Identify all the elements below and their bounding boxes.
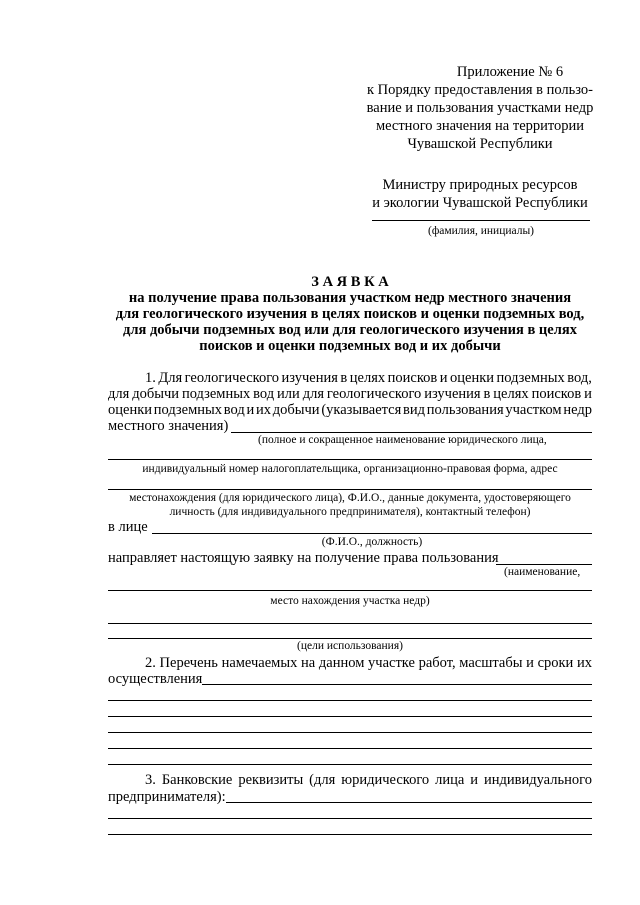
word: в	[483, 386, 491, 402]
right-name-field[interactable]	[496, 564, 592, 565]
word: участком	[505, 402, 562, 418]
word: намечаемых	[221, 655, 298, 671]
sends-request-text: направляет настоящую заявку на получение права пользования	[108, 550, 499, 566]
applicant-details-field[interactable]	[108, 459, 592, 460]
word: добычи	[132, 386, 180, 402]
word: вид	[403, 402, 426, 418]
works-field[interactable]	[108, 748, 592, 749]
section2-line	[145, 656, 592, 671]
addressee-line: Министру природных ресурсов	[382, 177, 578, 193]
word: для	[108, 386, 130, 402]
word: геологического	[184, 370, 280, 386]
word: и	[584, 386, 592, 402]
word: и	[246, 402, 255, 418]
word: реквизиты	[238, 772, 304, 788]
section3-label: предпринимателя):	[108, 789, 226, 805]
word: пользования	[426, 402, 504, 418]
bank-details-field[interactable]	[108, 818, 592, 819]
works-field[interactable]	[108, 716, 592, 717]
appendix-line: к Порядку предоставления в пользо-	[366, 82, 594, 98]
word: Банковские	[161, 772, 233, 788]
word: целях	[493, 386, 529, 402]
word: поисков	[531, 386, 582, 402]
word: изучения	[281, 370, 338, 386]
word: масштабы	[459, 655, 523, 671]
word: 1.	[145, 370, 156, 386]
word: их	[256, 402, 272, 418]
word: Для	[158, 370, 183, 386]
addressee-line: и экологии Чувашской Республики	[372, 195, 588, 211]
applicant-name-field[interactable]	[231, 432, 592, 433]
word: оценки	[450, 370, 495, 386]
section1-hint: личность (для индивидуального предпринимателя), контактный телефон)	[169, 506, 531, 518]
word: геологического	[326, 386, 422, 402]
word: подземных	[153, 402, 223, 418]
section1-line	[145, 371, 592, 386]
works-field[interactable]	[108, 732, 592, 733]
section2-label: осуществления	[108, 671, 203, 687]
word: вод	[253, 386, 275, 402]
section1-hint: индивидуальный номер налогоплательщика, организационно-правовая форма, адрес	[142, 463, 558, 475]
word: (для	[309, 772, 336, 788]
word: и	[470, 772, 479, 788]
applicant-address-field[interactable]	[108, 489, 592, 490]
word: в	[340, 370, 348, 386]
section1-hint: (наименование,	[504, 566, 581, 578]
appendix-line: вание и пользования участками недр	[366, 100, 594, 116]
addressee-hint: (фамилия, инициалы)	[427, 225, 535, 237]
in-person-label: в лице	[108, 519, 148, 535]
appendix-line: местного значения на территории	[375, 118, 585, 134]
appendix-line: Чувашской Республики	[407, 136, 553, 152]
word: работ,	[418, 655, 456, 671]
site-location-field[interactable]	[108, 590, 592, 591]
word: лица	[435, 772, 465, 788]
heading-line: для геологического изучения в целях поисков и оценки подземных вод,	[115, 306, 585, 322]
word: их	[576, 655, 592, 671]
appendix-title: Приложение № 6	[456, 64, 564, 80]
section1-hint: место нахождения участка недр)	[270, 595, 430, 607]
word: целях	[349, 370, 386, 386]
section1-line	[108, 403, 592, 418]
word: добычи	[272, 402, 320, 418]
word: для	[302, 386, 324, 402]
word: недр	[563, 402, 592, 418]
word: подземных	[181, 386, 251, 402]
document-title: З А Я В К А	[311, 274, 389, 290]
addressee-name-field[interactable]	[372, 220, 590, 221]
section1-line	[108, 387, 592, 402]
word: изучения	[424, 386, 481, 402]
purpose-field[interactable]	[108, 623, 592, 624]
word: сроки	[537, 655, 574, 671]
section3-line	[145, 773, 592, 788]
section1-hint: (полное и сокращенное наименование юридического лица,	[258, 434, 547, 446]
word: данном	[318, 655, 365, 671]
heading-line: поисков и оценки подземных вод и их добычи	[199, 338, 501, 354]
heading-line: для добычи подземных вод или для геологического изучения в целях	[123, 322, 577, 338]
section1-hint: (цели использования)	[297, 640, 403, 652]
works-field[interactable]	[108, 700, 592, 701]
word: участке	[368, 655, 415, 671]
section1-hint: местонахождения (для юридического лица), Ф.И.О., данные документа, удостоверяющего	[129, 492, 571, 504]
word: на	[301, 655, 316, 671]
word: или	[277, 386, 300, 402]
word: (указывается	[321, 402, 402, 418]
word: оценки	[108, 402, 153, 418]
word: вод,	[567, 370, 592, 386]
works-field[interactable]	[108, 764, 592, 765]
word: и	[526, 655, 534, 671]
bank-details-field[interactable]	[226, 802, 592, 803]
word: 2.	[145, 655, 156, 671]
heading-line: на получение права пользования участком недр местного значения	[128, 290, 572, 306]
section1-hint: (Ф.И.О., должность)	[321, 536, 423, 548]
bank-details-field[interactable]	[108, 834, 592, 835]
word: Перечень	[159, 655, 218, 671]
word: 3.	[145, 772, 156, 788]
word: поисков	[387, 370, 438, 386]
word: и	[439, 370, 448, 386]
word: юридического	[341, 772, 430, 788]
purpose-field[interactable]	[108, 638, 592, 639]
works-field[interactable]	[202, 684, 592, 685]
word: подземных	[496, 370, 565, 386]
word: вод	[223, 402, 245, 418]
section1-last-line: местного значения)	[108, 418, 229, 434]
representative-field[interactable]	[152, 533, 592, 534]
word: индивидуального	[483, 772, 592, 788]
